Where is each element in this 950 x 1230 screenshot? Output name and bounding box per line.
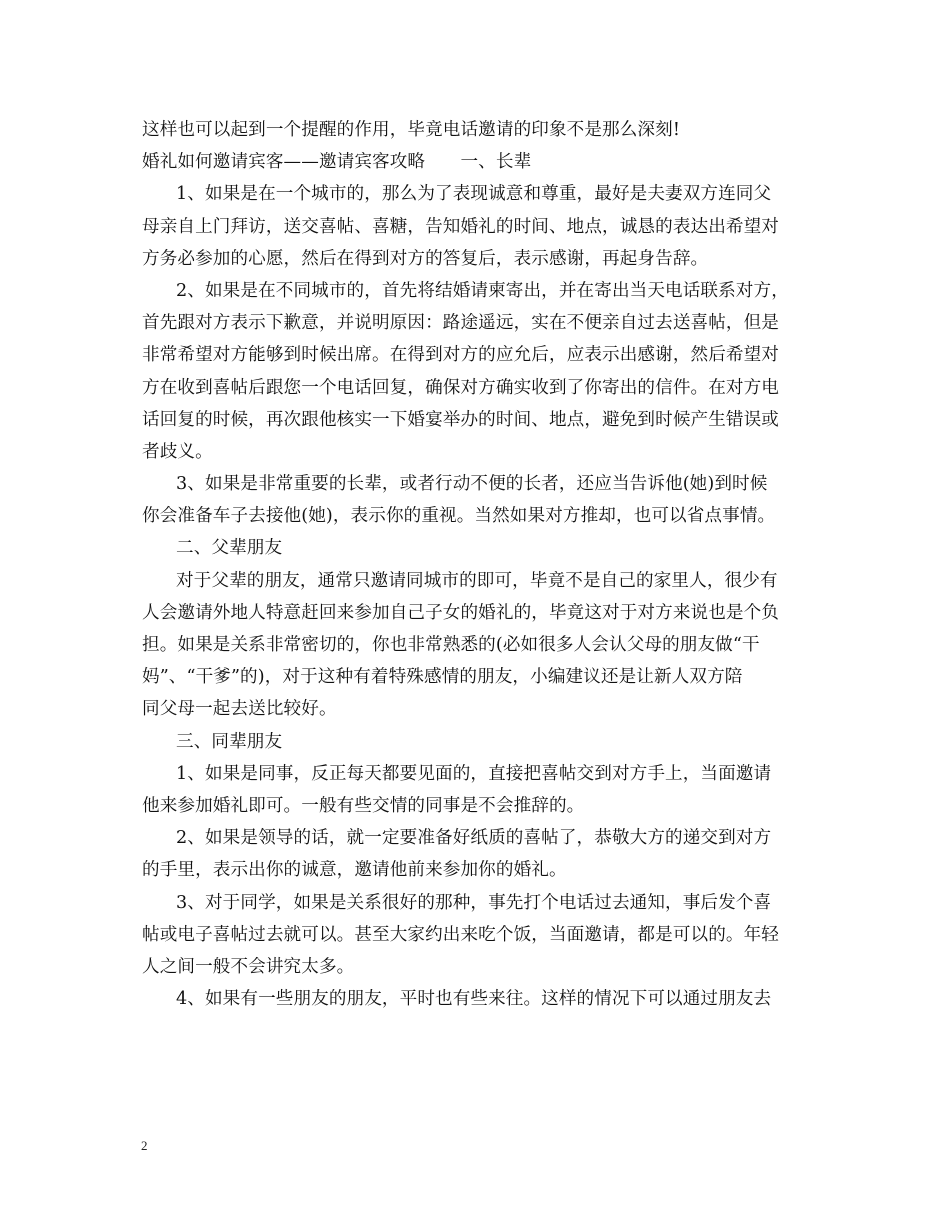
text-line: 你会准备车子去接他(她)，表示你的重视。当然如果对方推却，也可以省点事情。: [142, 506, 776, 527]
text-line: 1、如果是在一个城市的，那么为了表现诚意和尊重，最好是夫妻双方连同父: [176, 184, 772, 205]
text-line: 的手里，表示出你的诚意，邀请他前来参加你的婚礼。: [142, 860, 567, 881]
text-line: 人之间一般不会讲究太多。: [142, 956, 355, 977]
text-line: 担。如果是关系非常密切的，你也非常熟悉的(必如很多人会认父母的朋友做“干: [142, 635, 760, 655]
text-line: 话回复的时候，再次跟他核实一下婚宴举办的时间、地点，避免到时候产生错误或: [142, 409, 779, 430]
text-line: 方务必参加的心愿，然后在得到对方的答复后，表示感谢，再起身告辞。: [142, 248, 709, 269]
text-line: 1、如果是同事，反正每天都要见面的，直接把喜帖交到对方手上，当面邀请: [176, 763, 772, 784]
text-line: 3、如果是非常重要的长辈，或者行动不便的长者，还应当告诉他(她)到时候: [176, 474, 768, 495]
section-heading: 三、同辈朋友: [176, 731, 283, 752]
text-line: 人会邀请外地人特意赶回来参加自己子女的婚礼的，毕竟这对于对方来说也是个负: [142, 602, 779, 623]
text-line: 帖或电子喜帖过去就可以。甚至大家约出来吃个饭，当面邀请，都是可以的。年轻: [142, 924, 779, 945]
text-line: 对于父辈的朋友，通常只邀请同城市的即可，毕竟不是自己的家里人，很少有: [176, 570, 778, 591]
text-line: 者歧义。: [142, 441, 213, 462]
text-line: 方在收到喜帖后跟您一个电话回复，确保对方确实收到了你寄出的信件。在对方电: [142, 377, 779, 398]
text-line: 2、如果是领导的话，就一定要准备好纸质的喜帖了，恭敬大方的递交到对方: [176, 828, 772, 849]
text-line: 他来参加婚礼即可。一般有些交情的同事是不会推辞的。: [142, 795, 585, 816]
text-line: 首先跟对方表示下歉意，并说明原因：路途遥远，实在不便亲自过去送喜帖，但是: [142, 313, 779, 334]
text-line: 妈”、“干爹”的)，对于这种有着特殊感情的朋友，小编建议还是让新人双方陪: [142, 667, 743, 688]
section-heading: 二、父辈朋友: [176, 538, 283, 559]
document-body: [142, 114, 822, 1015]
text-line: 2、如果是在不同城市的，首先将结婚请柬寄出，并在寄出当天电话联系对方，: [176, 280, 789, 301]
text-line: 3、对于同学，如果是关系很好的那种，事先打个电话过去通知，事后发个喜: [176, 892, 772, 913]
section-heading-line: 婚礼如何邀请宾客——邀请宾客攻略 一、长辈: [142, 152, 532, 173]
page-number: 2: [141, 1138, 148, 1153]
text-line: 这样也可以起到一个提醒的作用，毕竟电话邀请的印象不是那么深刻!: [142, 120, 680, 140]
text-line: 4、如果有一些朋友的朋友，平时也有些来往。这样的情况下可以通过朋友去: [176, 989, 772, 1010]
text-line: 非常希望对方能够到时候出席。在得到对方的应允后，应表示出感谢，然后希望对: [142, 345, 779, 366]
text-line: 同父母一起去送比较好。: [142, 699, 337, 720]
text-line: 母亲自上门拜访，送交喜帖、喜糖，告知婚礼的时间、地点，诚恳的表达出希望对: [142, 216, 779, 237]
